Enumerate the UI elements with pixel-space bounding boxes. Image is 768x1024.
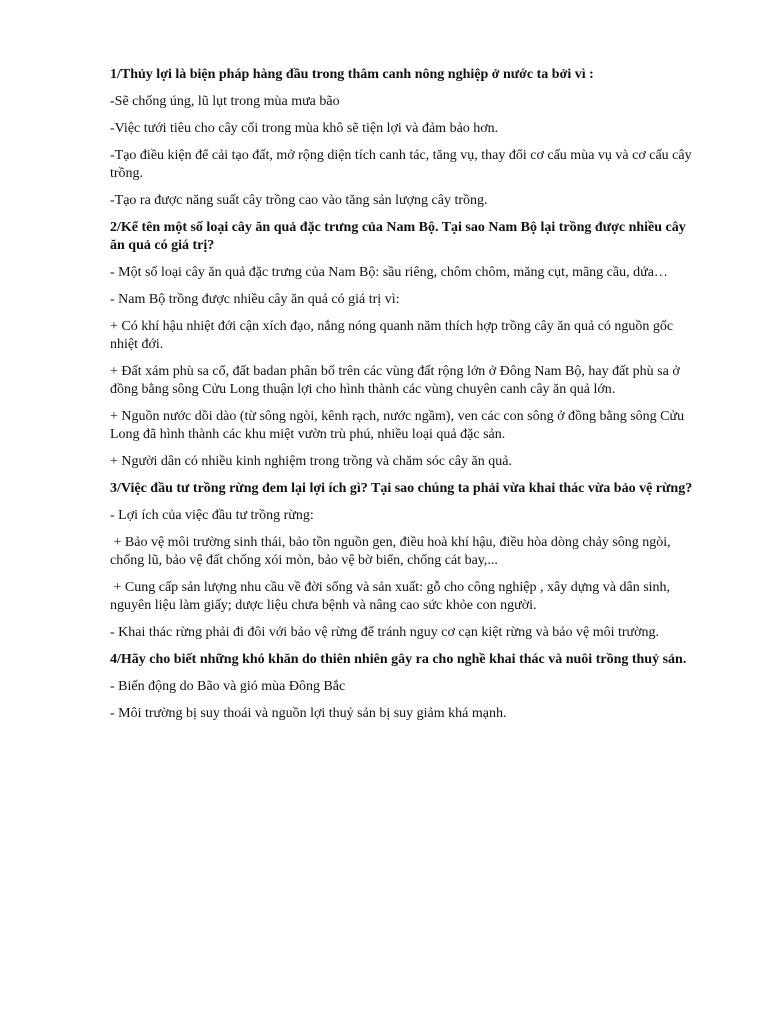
answer-paragraph: + Có khí hậu nhiệt đới cận xích đạo, nắng nóng quanh năm thích hợp trồng cây ăn quả có nguồn gốc nhiệt đới.: [110, 319, 677, 352]
answer-paragraph: + Đất xám phù sa cổ, đất badan phân bố trên các vùng đất rộng lớn ở Đông Nam Bộ, hay đất phù sa ở đồng bằng sông Cửu Long thuận lợi cho hình thành các vùng chuyên canh cây ăn quả lớn.: [110, 364, 684, 397]
answer-paragraph: -Việc tưới tiêu cho cây cối trong mùa khô sẽ tiện lợi và đảm bảo hơn.: [110, 121, 499, 136]
answer-paragraph: + Nguồn nước dồi dào (từ sông ngòi, kênh rạch, nước ngầm), ven các con sông ở đồng bằng sông Cửu Long đã hình thành các khu miệt vườn trù phú, nhiều loại quả đặc sản.: [110, 409, 688, 442]
question-1-heading: 1/Thủy lợi là biện pháp hàng đầu trong thâm canh nông nghiệp ở nước ta bởi vì :: [110, 67, 594, 82]
answer-paragraph: -Tạo điều kiện để cải tạo đất, mở rộng diện tích canh tác, tăng vụ, thay đổi cơ cấu mùa vụ và cơ cấu cây trồng.: [110, 148, 696, 181]
answer-paragraph: -Tạo ra được năng suất cây trồng cao vào tăng sản lượng cây trồng.: [110, 193, 488, 208]
answer-paragraph: - Biến động do Bão và gió mùa Đông Bắc: [110, 679, 346, 694]
document-page: [110, 66, 700, 732]
answer-paragraph: + Người dân có nhiều kinh nghiệm trong trồng và chăm sóc cây ăn quả.: [110, 454, 512, 469]
answer-paragraph: - Môi trường bị suy thoái và nguồn lợi thuỷ sản bị suy giảm khá mạnh.: [110, 706, 507, 721]
answer-paragraph: - Nam Bộ trồng được nhiều cây ăn quả có giá trị vì:: [110, 292, 400, 307]
question-2-heading: 2/Kể tên một số loại cây ăn quả đặc trưng của Nam Bộ. Tại sao Nam Bộ lại trồng được nhiều cây ăn quả có giá trị?: [110, 220, 690, 253]
answer-paragraph: -Sẽ chống úng, lũ lụt trong mùa mưa bão: [110, 94, 340, 109]
answer-paragraph: - Một số loại cây ăn quả đặc trưng của Nam Bộ: sầu riêng, chôm chôm, măng cụt, mãng cầu, dứa…: [110, 265, 668, 280]
answer-paragraph: - Khai thác rừng phải đi đôi với bảo vệ rừng để tránh nguy cơ cạn kiệt rừng và bảo vệ môi trường.: [110, 625, 660, 640]
question-3-heading: 3/Việc đầu tư trồng rừng đem lại lợi ích gì? Tại sao chúng ta phải vừa khai thác vừa bảo vệ rừng?: [110, 481, 693, 496]
answer-paragraph: + Cung cấp sản lượng nhu cầu về đời sống và sản xuất: gỗ cho công nghiệp , xây dựng và dân sinh, nguyên liệu làm giấy; dược liệu chưa bệnh và nâng cao sức khỏe con người.: [110, 580, 674, 613]
answer-paragraph: + Bảo vệ môi trường sinh thái, bảo tồn nguồn gen, điều hoà khí hậu, điều hòa dòng chảy sông ngòi, chống lũ, bảo vệ đất chống xói mòn, bảo vệ bờ biển, chống cát bay,...: [110, 535, 675, 568]
question-4-heading: 4/Hãy cho biết những khó khăn do thiên nhiên gây ra cho nghề khai thác và nuôi trồng thuỷ sản.: [110, 652, 687, 667]
answer-paragraph: - Lợi ích của việc đầu tư trồng rừng:: [110, 508, 314, 523]
